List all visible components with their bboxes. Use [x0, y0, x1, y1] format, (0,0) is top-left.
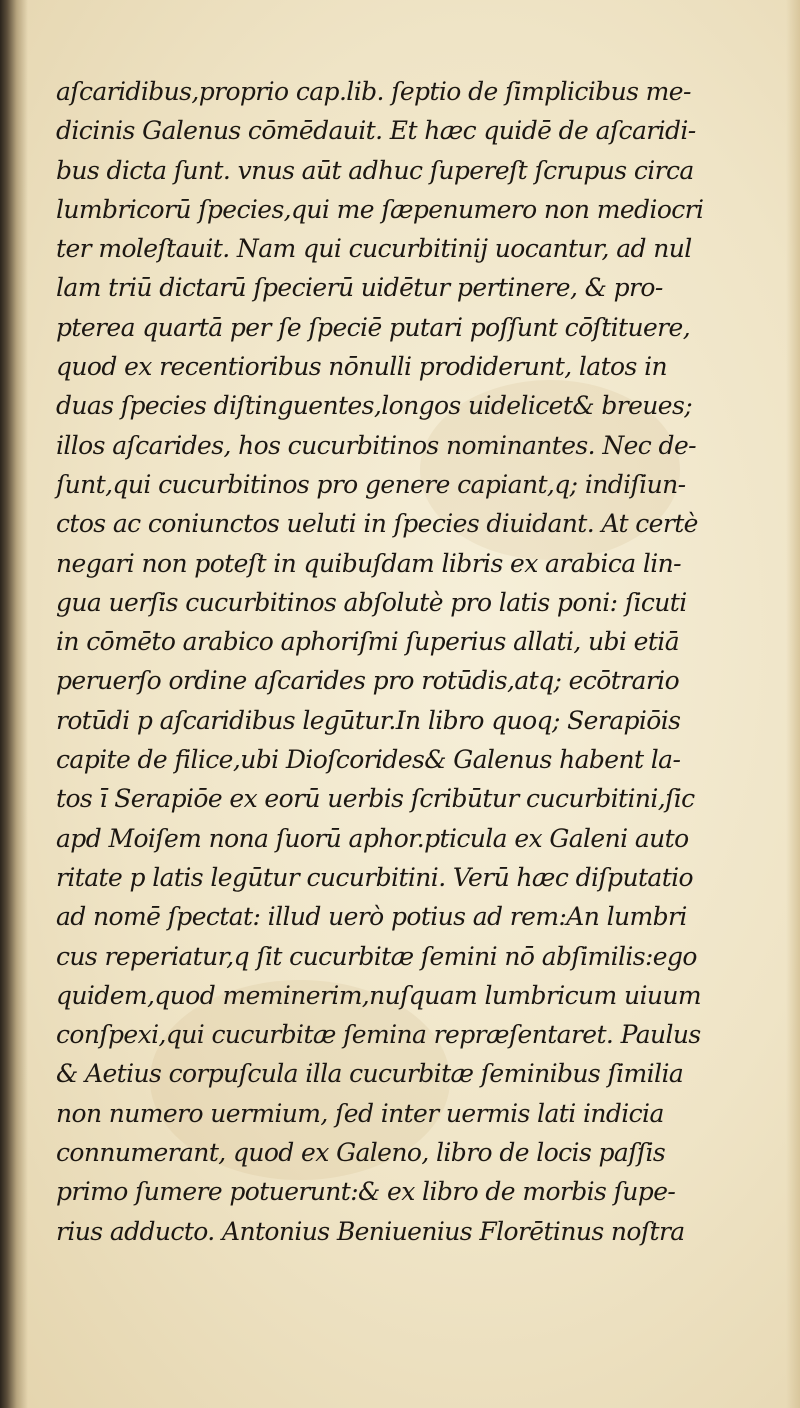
text-line: ritate p latis legūtur cucurbitini. Verū hæc diſputatio: [56, 862, 693, 892]
text-line: aſcaridibus,proprio cap.lib. ſeptio de ſimplicibus me-: [56, 77, 691, 106]
text-line: negari non poteſt in quibuſdam libris ex arabica lin-: [56, 548, 682, 578]
text-line: ter moleſtauit. Nam qui cucurbitinij uocantur, ad nul: [56, 234, 692, 264]
text-line: illos aſcarides, hos cucurbitinos nominantes. Nec de-: [56, 430, 696, 460]
text-line: tos ī Serapiōe ex eorū uerbis ſcribūtur cucurbitini,ſic: [56, 784, 695, 814]
text-line: capite de filice,ubi Dioſcorides& Galenus habent la-: [56, 745, 681, 775]
text-line: rius adducto. Antonius Beniuenius Florētinus noſtra: [56, 1216, 685, 1246]
binding-gutter: [0, 0, 28, 1408]
text-line: apd Moiſem nona ſuorū aphor.pticula ex Galeni auto: [56, 823, 689, 853]
text-line: lam triū dictarū ſpecierū uidētur pertinere, & pro-: [56, 273, 663, 303]
text-block: [56, 72, 756, 1251]
text-line: ad nomē ſpectat: illud uerò potius ad rem:An lumbri: [56, 902, 687, 932]
text-line: primo ſumere potuerunt:& ex libro de morbis ſupe-: [56, 1177, 676, 1207]
text-line: ctos ac coniunctos ueluti in ſpecies diuidant. At certè: [56, 509, 698, 539]
text-line: quidem,quod meminerim,nuſquam lumbricum uiuum: [56, 980, 701, 1010]
text-line: peruerſo ordine aſcarides pro rotūdis,atq; ecōtrario: [56, 666, 680, 696]
text-line: pterea quartā per ſe ſpeciē putari poſſunt cōſtituere,: [56, 312, 691, 342]
text-line: dicinis Galenus cōmēdauit. Et hæc quidē de aſcaridi-: [56, 116, 696, 146]
text-line: rotūdi p aſcaridibus legūtur.In libro quoq; Serapiōis: [56, 705, 681, 735]
text-line: & Aetius corpuſcula illa cucurbitæ ſeminibus ſimilia: [56, 1059, 684, 1089]
page-edge: [786, 0, 800, 1408]
text-line: cus reperiatur,q ſit cucurbitæ ſemini nō abſimilis:ego: [56, 941, 697, 971]
text-line: conſpexi,qui cucurbitæ ſemina repræſentaret. Paulus: [56, 1020, 701, 1050]
text-line: quod ex recentioribus nōnulli prodiderunt, latos in: [56, 352, 667, 382]
text-line: non numero uermium, ſed inter uermis lati indicia: [56, 1098, 664, 1128]
text-line: gua uerſis cucurbitinos abſolutè pro latis poni: ſicuti: [56, 587, 687, 617]
text-line: connumerant, quod ex Galeno, libro de locis paſſis: [56, 1138, 666, 1168]
text-line: duas ſpecies diſtinguentes,longos uidelicet& breues;: [56, 391, 693, 421]
text-line: bus dicta ſunt. vnus aūt adhuc ſupereſt ſcrupus circa: [56, 155, 694, 185]
text-line: lumbricorū ſpecies,qui me ſæpenumero non mediocri: [56, 194, 704, 224]
text-line: ſunt,qui cucurbitinos pro genere capiant,q; indiſiun-: [56, 469, 686, 499]
text-line: in cōmēto arabico aphoriſmi ſuperius allati, ubi etiā: [56, 627, 680, 657]
